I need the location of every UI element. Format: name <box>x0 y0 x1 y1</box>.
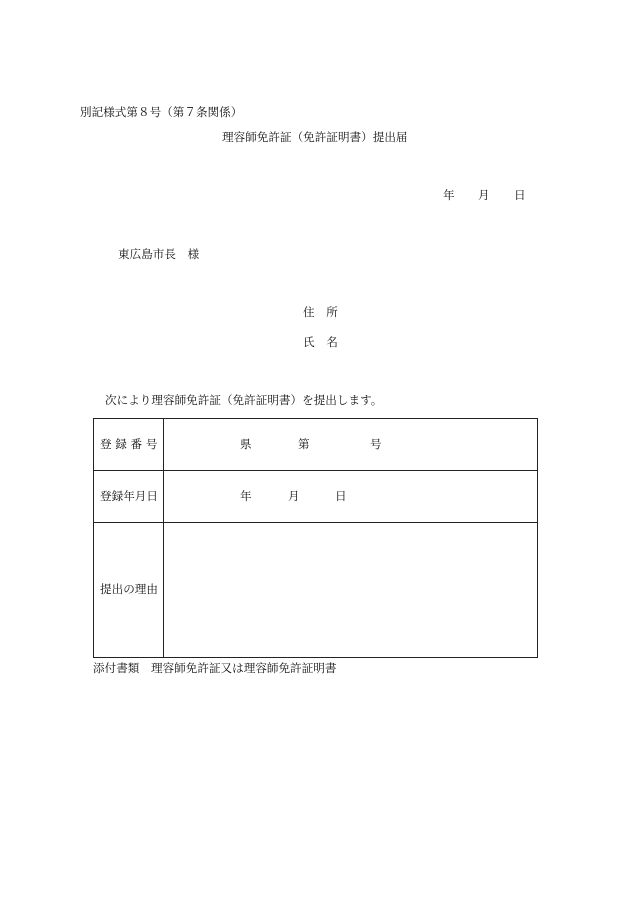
reason-field[interactable] <box>164 523 537 657</box>
registration-date-label: 登録年月日 <box>94 471 164 522</box>
registration-month-label: 月 <box>288 488 300 503</box>
address-label: 住 所 <box>303 305 338 319</box>
form-number: 別記様式第８号（第７条関係） <box>80 105 243 119</box>
date-day-label: 日 <box>514 188 526 202</box>
registration-date-field[interactable] <box>164 471 537 522</box>
date-month-label: 月 <box>478 188 490 202</box>
statement: 次により理容師免許証（免許証明書）を提出します。 <box>105 393 383 407</box>
registration-date-row <box>94 471 537 523</box>
reason-label: 提出の理由 <box>94 523 164 657</box>
form-title: 理容師免許証（免許証明書）提出届 <box>222 130 408 144</box>
registration-number-field[interactable] <box>164 419 537 470</box>
registration-number-label: 登 録 番 号 <box>94 419 164 470</box>
reason-row <box>94 523 537 657</box>
addressee: 東広島市長 様 <box>118 247 200 261</box>
prefecture-suffix: 県 <box>240 436 252 451</box>
registration-number-row <box>94 419 537 471</box>
submission-table <box>93 418 538 658</box>
attachments: 添付書類 理容師免許証又は理容師免許証明書 <box>93 661 337 675</box>
number-suffix: 号 <box>370 436 382 451</box>
name-label: 氏 名 <box>303 335 338 349</box>
registration-year-label: 年 <box>240 488 252 503</box>
registration-day-label: 日 <box>335 488 347 503</box>
number-prefix: 第 <box>298 436 310 451</box>
date-year-label: 年 <box>443 188 455 202</box>
